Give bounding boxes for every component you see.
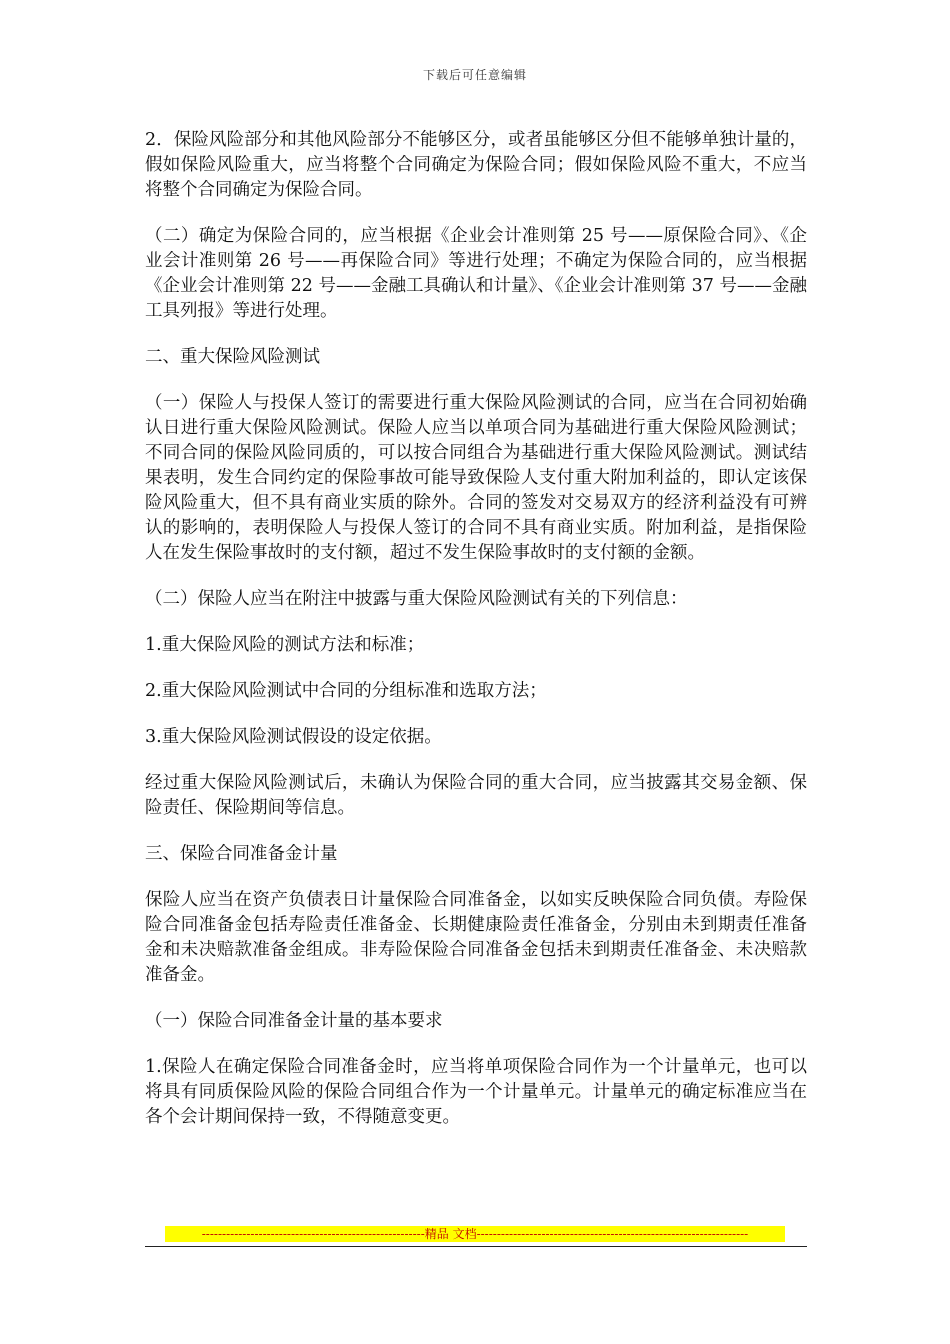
paragraph-risk-test-procedure: （一）保险人与投保人签订的需要进行重大保险风险测试的合同，应当在合同初始确认日进行重大保险风险测试。保险人应当以单项合同为基础进行重大保险风险测试；不同合同的保险风险同质的，可以按合同组合为基础进行重大保险风险测试。测试结果表明，发生合同约定的保险事故可能导致保险人支付重大附加利益的，即认定该保险风险重大，但不具有商业实质的除外。合同的签发对交易双方的经济利益没有可辨认的影响的，表明保险人与投保人签订的合同不具有商业实质。附加利益，是指保险人在发生保险事故时的支付额，超过不发生保险事故时的支付额的金额。 xyxy=(145,393,807,563)
paragraph-measurement-unit: 1.保险人在确定保险合同准备金时，应当将单项保险合同作为一个计量单元，也可以将具有同质保险风险的保险合同组合作为一个计量单元。计量单元的确定标准应当在各个会计期间保持一致，不得随意变更。 xyxy=(145,1057,807,1127)
page-header-note: 下载后可任意编辑 xyxy=(422,68,527,82)
footer-banner: -------------------------------------------------------精品 文档------------------------------------------------------------------- xyxy=(165,1226,785,1242)
paragraph-insurance-risk-separation: 2．保险风险部分和其他风险部分不能够区分，或者虽能够区分但不能够单独计量的，假如保险风险重大，应当将整个合同确定为保险合同；假如保险风险不重大，不应当将整个合同确定为保险合同。 xyxy=(145,130,807,200)
footer-divider xyxy=(145,1246,807,1247)
paragraph-disclosure-intro: （二）保险人应当在附注中披露与重大保险风险测试有关的下列信息： xyxy=(145,589,688,609)
paragraph-non-insurance-disclosure: 经过重大保险风险测试后，未确认为保险合同的重大合同，应当披露其交易金额、保险责任、保险期间等信息。 xyxy=(145,773,807,818)
document-body xyxy=(145,128,807,1151)
list-item-assumption-basis: 3.重大保险风险测试假设的设定依据。 xyxy=(145,727,442,747)
list-item-grouping-standard: 2.重大保险风险测试中合同的分组标准和选取方法； xyxy=(145,681,547,701)
section-heading-risk-test: 二、重大保险风险测试 xyxy=(145,347,320,367)
subsection-heading-basic-requirements: （一）保险合同准备金计量的基本要求 xyxy=(145,1011,443,1031)
list-item-test-method: 1.重大保险风险的测试方法和标准； xyxy=(145,635,425,655)
paragraph-reserve-overview: 保险人应当在资产负债表日计量保险合同准备金，以如实反映保险合同负债。寿险保险合同准备金包括寿险责任准备金、长期健康险责任准备金，分别由未到期责任准备金和未决赔款准备金组成。非寿险保险合同准备金包括未到期责任准备金、未决赔款准备金。 xyxy=(145,890,807,985)
paragraph-contract-treatment: （二）确定为保险合同的，应当根据《企业会计准则第 25 号——原保险合同》、《企业会计准则第 26 号——再保险合同》等进行处理；不确定为保险合同的，应当根据《企业会计准则第 22 号——金融工具确认和计量》、《企业会计准则第 37 号——金融工具列报》等进行处理。 xyxy=(145,226,807,321)
section-heading-reserve-measurement: 三、保险合同准备金计量 xyxy=(145,844,338,864)
page-footer xyxy=(145,1226,807,1247)
